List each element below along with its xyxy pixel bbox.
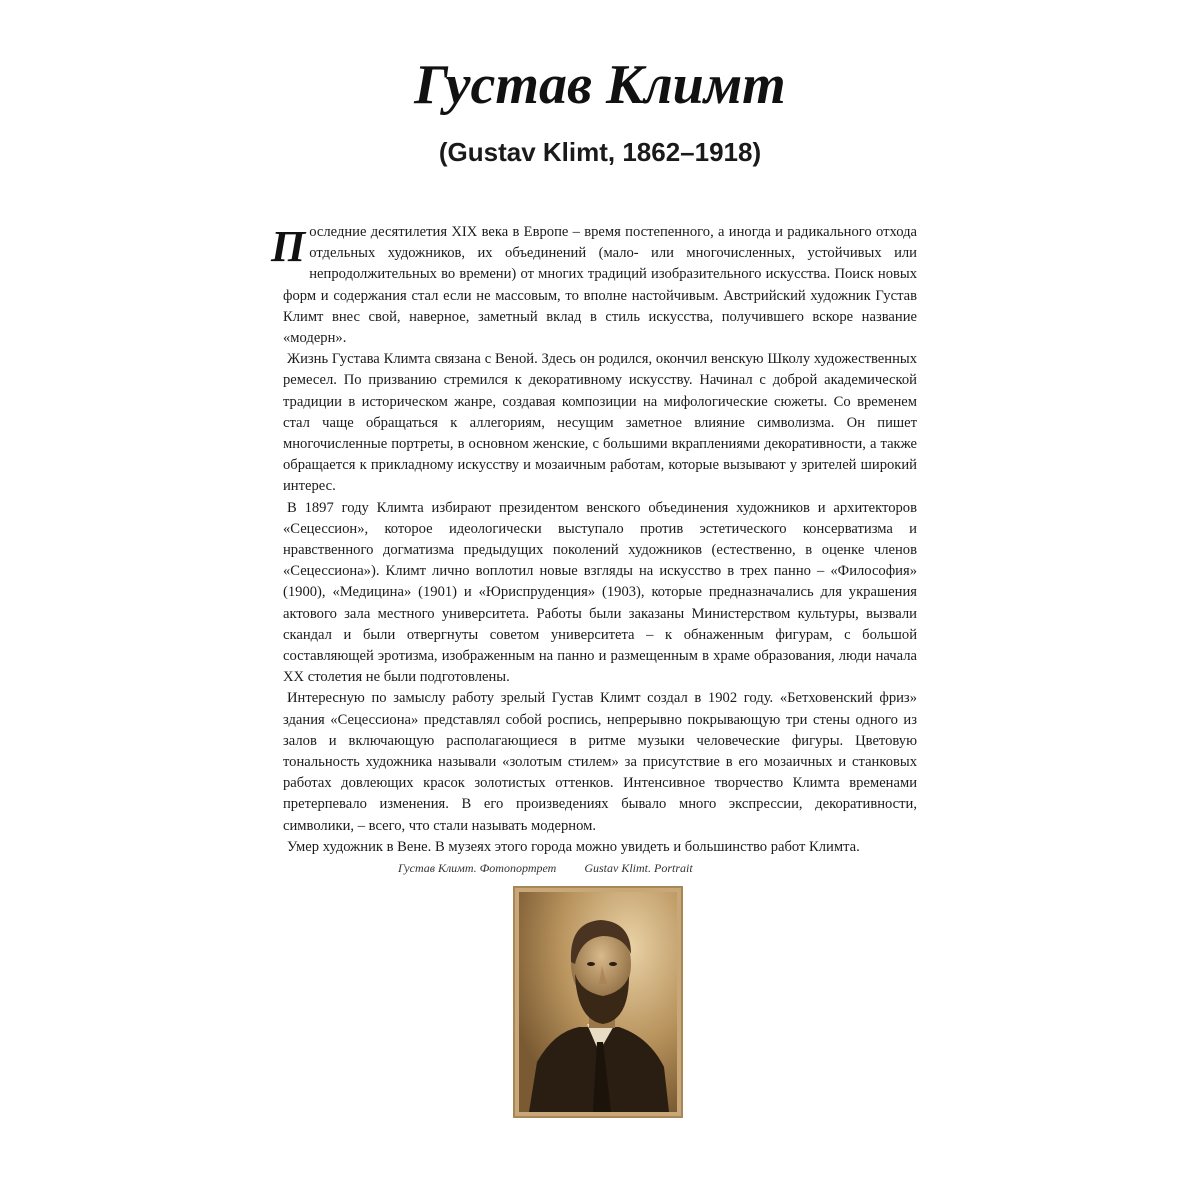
paragraph-4: Интересную по замыслу работу зрелый Густав Климт создал в 1902 году. «Бетховенский фриз» здания «Сецессиона» представлял собой роспись, непрерывно покрывающую три стены одного из залов и включающую располагающиеся в ритме музыки человеческие фигуры. Цветовую тональность художника называли «золотым стилем» за присутствие в его мозаичных и станковых работах довлеющих красок золотистых оттенков. Интенсивное творчество Климта временами претерпевало изменения. В его произведениях бывало много экспрессии, декоративности, символики, – всего, что стали называть модерном. <box>283 690 917 834</box>
page-title: Густав Климт <box>414 54 786 116</box>
paragraph-3: В 1897 году Климта избирают президентом венского объединения художников и архитекторов «Сецессион», которое идеологически выступало против эстетического консерватизма и нравственного догматизма предыдущих поколений художников (естественно, в оценке членов «Сецессиона»). Климт лично воплотил новые взгляды на искусство в трех панно – «Философия» (1900), «Медицина» (1901) и «Юриспруденция» (1903), которые предназначались для украшения актового зала местного университета. Работы были заказаны Министерством культуры, вызвали скандал и были отвергнуты советом университета – к обнаженным фигурам, с большой составляющей эротизма, изображенным на панно и размещенным в храме образования, люди начала XX столетия не были подготовлены. <box>283 499 917 686</box>
paragraph-5: Умер художник в Вене. В музеях этого города можно увидеть и большинство работ Климта. <box>287 838 860 855</box>
figure-captions <box>398 858 798 878</box>
portrait-frame <box>513 886 683 1118</box>
caption-english: Gustav Klimt. Portrait <box>584 861 693 875</box>
caption-russian: Густав Климт. Фотопортрет <box>398 861 557 875</box>
paragraph-2: Жизнь Густава Климта связана с Веной. Здесь он родился, окончил венскую Школу художественных ремесел. По призванию стремился к декоративному искусству. Начинал с доброй академической традиции в историческом жанре, создавая композиции на мифологические сюжеты. Со временем стал чаще обращаться к аллегориям, несущим заметное влияние символизма. Он пишет многочисленные портреты, в основном женские, с большими вкраплениями декоративности, а также обращается к прикладному искусству и мозаичным работам, которые вызывают у зрителей широкий интерес. <box>283 351 917 495</box>
drop-cap: П <box>271 222 306 271</box>
paragraph-1-text: оследние десятилетия XIX века в Европе – время постепенного, а иногда и радикального отхода отдельных художников, их объединений (мало- или многочисленных, устойчивых или непродолжительных во времени) от многих традиций изобразительного искусства. Поиск новых форм и содержания стал если не массовым, то вполне настойчивым. Австрийский художник Густав Климт внес свой, наверное, заметный вклад в стиль искусства, получившего вскоре название «модерн». <box>283 224 917 347</box>
paragraph-1 <box>271 222 917 349</box>
article-body <box>271 222 917 858</box>
portrait-photo <box>519 892 677 1112</box>
page-subtitle: (Gustav Klimt, 1862–1918) <box>438 137 762 167</box>
